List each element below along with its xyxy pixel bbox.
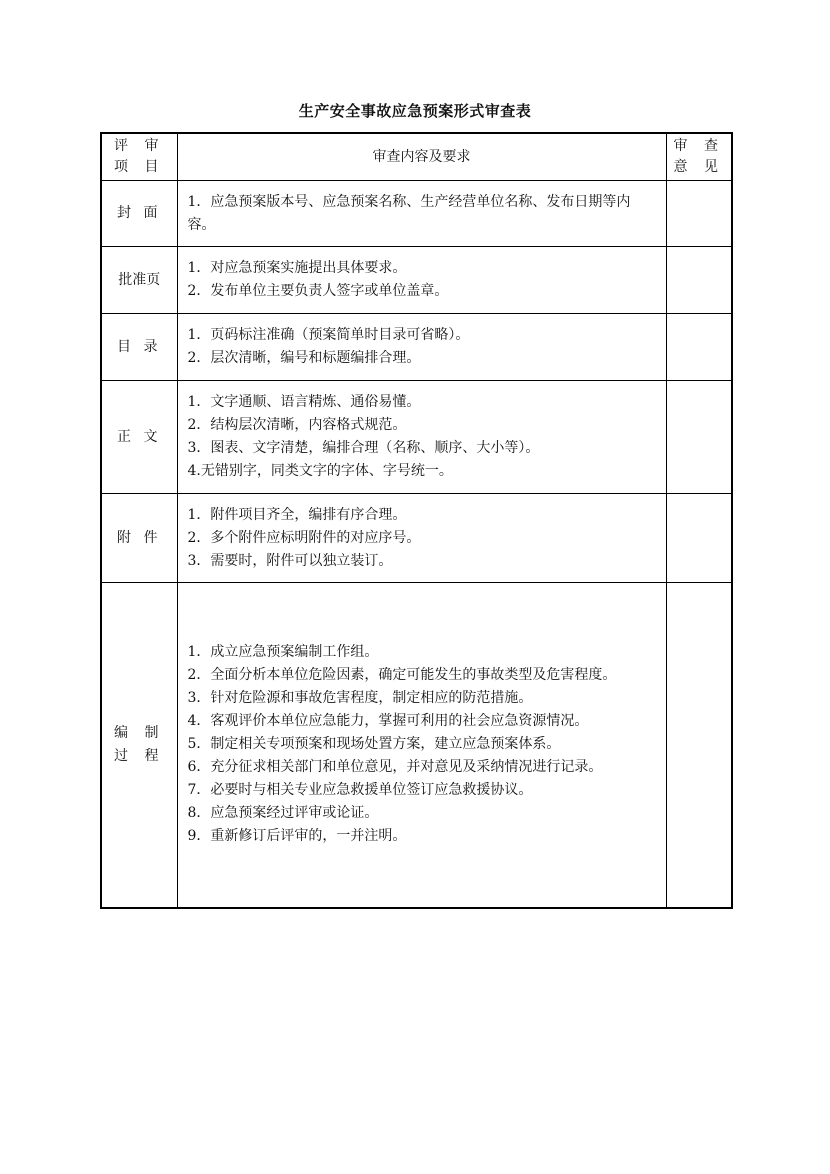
row-content	[177, 494, 666, 583]
list-item: 2．层次清晰，编号和标题编排合理。	[187, 350, 421, 366]
header-review-item-line1: 评 审	[114, 137, 165, 154]
row-category: 批准页	[101, 247, 177, 314]
row-content	[177, 381, 666, 494]
row-category: 封 面	[101, 181, 177, 247]
row-category	[101, 583, 177, 908]
row-content	[177, 583, 666, 908]
row-category: 附 件	[101, 494, 177, 583]
row-content	[177, 247, 666, 314]
opinion-cell[interactable]	[666, 181, 732, 247]
header-opinion	[666, 133, 732, 181]
list-item: 5．制定相关专项预案和现场处置方案，建立应急预案体系。	[187, 736, 561, 753]
list-item: 7．必要时与相关专业应急救援单位签订应急救援协议。	[187, 782, 533, 799]
header-review-item-line2: 项 目	[114, 158, 165, 175]
review-table	[100, 132, 733, 909]
list-item: 3．图表、文字清楚，编排合理（名称、顺序、大小等）。	[187, 440, 540, 456]
table-row	[101, 583, 732, 908]
list-item: 8．应急预案经过评审或论证。	[187, 805, 379, 822]
header-content: 审查内容及要求	[177, 133, 666, 181]
row-content	[177, 181, 666, 247]
list-item: 1．成立应急预案编制工作组。	[187, 644, 379, 661]
list-item: 4．客观评价本单位应急能力，掌握可利用的社会应急资源情况。	[187, 713, 589, 730]
list-item: 2．多个附件应标明附件的对应序号。	[187, 529, 421, 546]
row-category-line2: 过 程	[114, 747, 165, 764]
table-row	[101, 314, 732, 381]
list-item: 4.无错别字，同类文字的字体、字号统一。	[187, 463, 453, 479]
header-opinion-line2: 意 见	[673, 158, 724, 175]
list-item: 1．文字通顺、语言精炼、通俗易懂。	[187, 394, 421, 410]
row-category: 目 录	[101, 314, 177, 381]
list-item: 1．应急预案版本号、应急预案名称、生产经营单位名称、发布日期等内容。	[187, 193, 631, 233]
list-item: 6．充分征求相关部门和单位意见，并对意见及采纳情况进行记录。	[187, 759, 603, 776]
row-category-line1: 编 制	[114, 724, 165, 741]
table-row	[101, 494, 732, 583]
table-header-row	[101, 133, 732, 181]
list-item: 3．针对危险源和事故危害程度，制定相应的防范措施。	[187, 690, 533, 707]
table-row	[101, 247, 732, 314]
header-opinion-line1: 审 查	[673, 137, 724, 154]
table-row	[101, 181, 732, 247]
opinion-cell[interactable]	[666, 314, 732, 381]
form-title: 生产安全事故应急预案形式审查表	[298, 102, 532, 120]
opinion-cell[interactable]	[666, 494, 732, 583]
list-item: 2．结构层次清晰，内容格式规范。	[187, 417, 407, 433]
list-item: 1．对应急预案实施提出具体要求。	[187, 260, 407, 276]
opinion-cell[interactable]	[666, 381, 732, 494]
list-item: 2．发布单位主要负责人签字或单位盖章。	[187, 283, 449, 299]
table-row	[101, 381, 732, 494]
row-content	[177, 314, 666, 381]
header-review-item	[101, 133, 177, 181]
row-category: 正 文	[101, 381, 177, 494]
list-item: 3．需要时，附件可以独立装订。	[187, 552, 393, 569]
list-item: 1．附件项目齐全，编排有序合理。	[187, 506, 407, 523]
list-item: 1．页码标注准确（预案简单时目录可省略）。	[187, 327, 470, 343]
opinion-cell[interactable]	[666, 247, 732, 314]
list-item: 9．重新修订后评审的，一并注明。	[187, 828, 407, 845]
opinion-cell[interactable]	[666, 583, 732, 908]
list-item: 2．全面分析本单位危险因素，确定可能发生的事故类型及危害程度。	[187, 667, 617, 684]
